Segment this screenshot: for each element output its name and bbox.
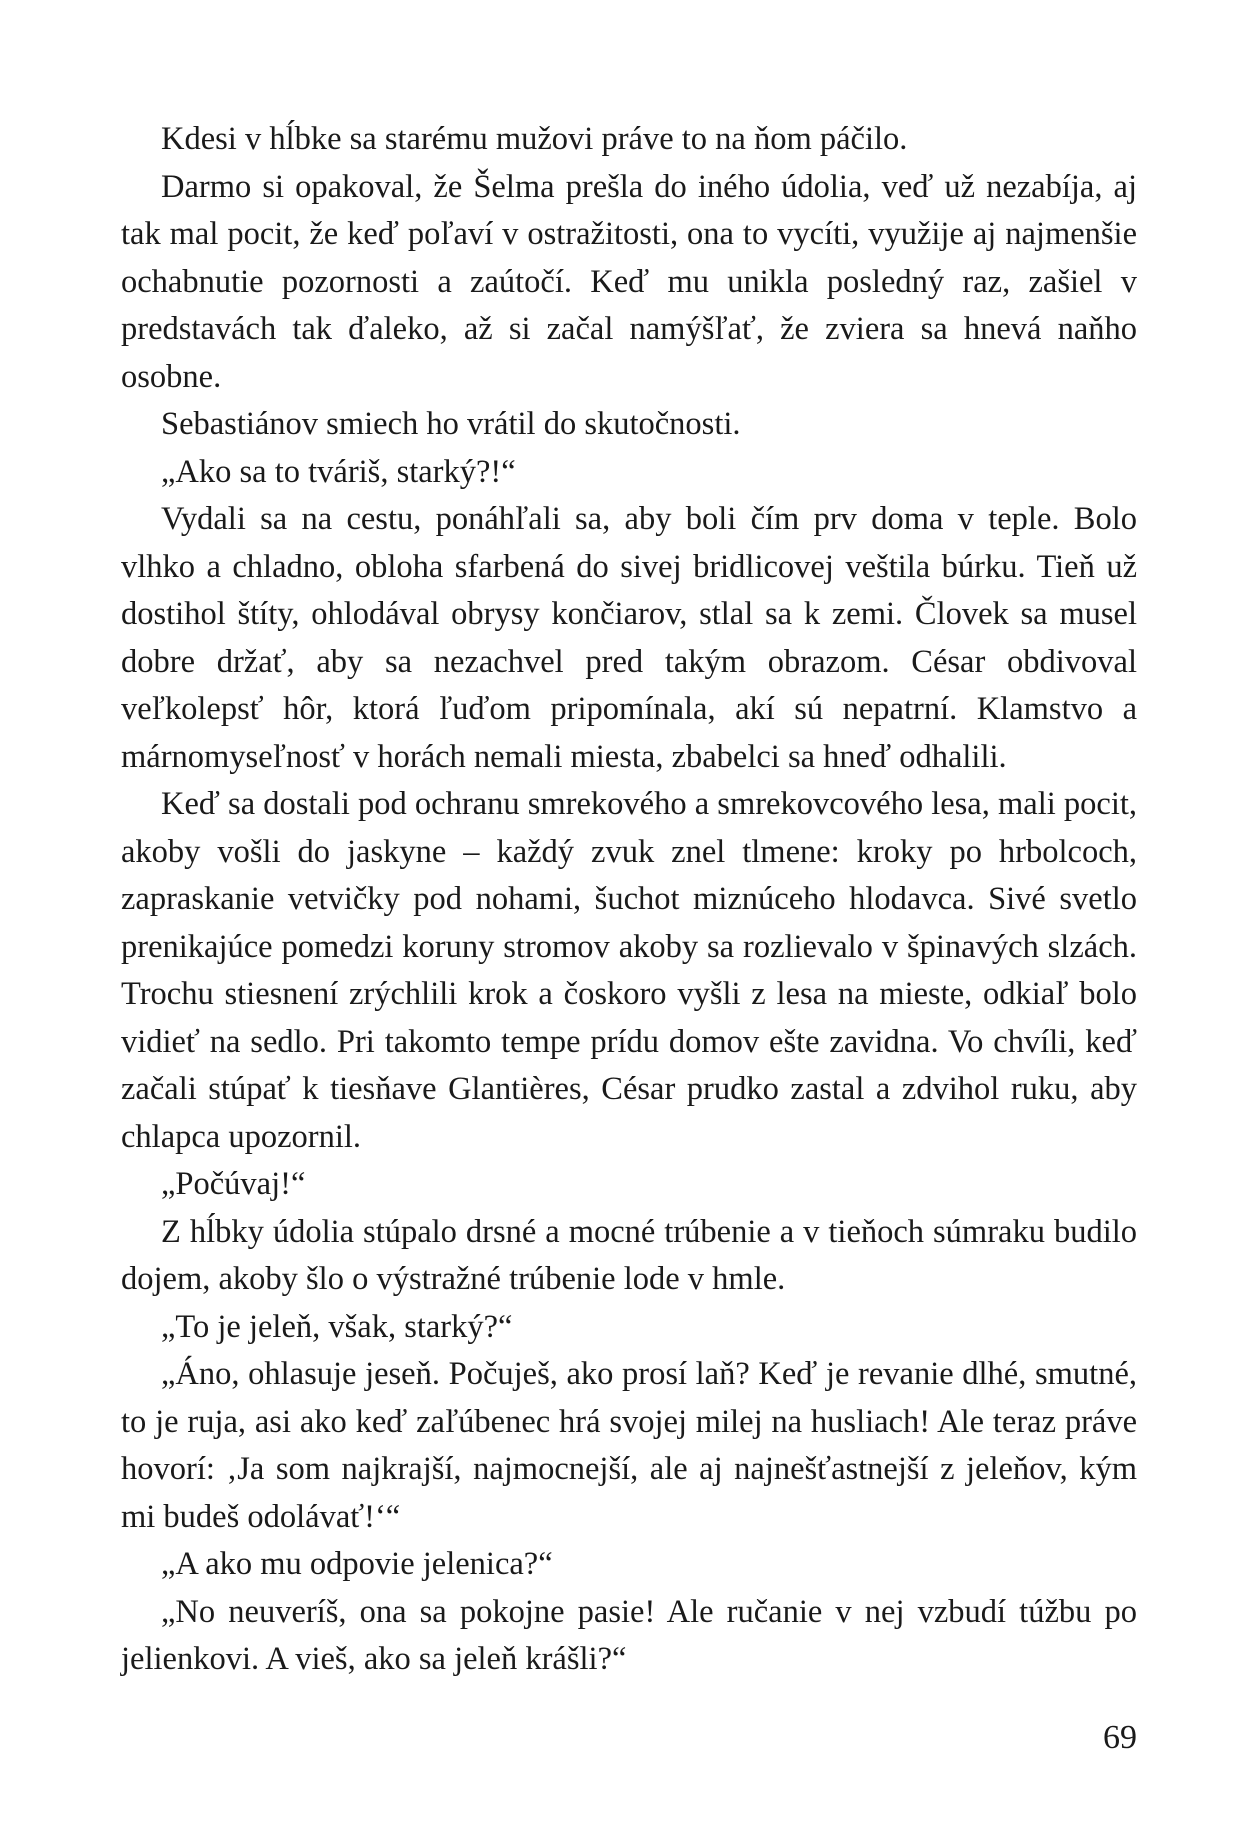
paragraph: Vydali sa na cestu, ponáhľali sa, aby boli čím prv doma v teple. Bolo vlhko a chladno, obloha sfarbená do sivej bridlicovej veštila búrku. Tieň už dostihol štíty, ohlodával obrysy končiarov, stlal sa k zemi. Človek sa musel dobre držať, aby sa nezachvel pred takým obrazom. César obdivoval veľkolepsť hôr, ktorá ľuďom pripomínala, akí sú nepatrní. Klamstvo a márnomyseľnosť v horách nemali miesta, zbabelci sa hneď odhalili. (121, 501, 1137, 775)
book-page-text (121, 116, 1137, 1684)
paragraph: „A ako mu odpovie jelenica?“ (161, 1546, 553, 1582)
paragraph: Sebastiánov smiech ho vrátil do skutočnosti. (161, 406, 741, 442)
paragraph: Keď sa dostali pod ochranu smrekového a smrekovcového lesa, mali pocit, akoby vošli do jaskyne – každý zvuk znel tlmene: kroky po hrbolcoch, zapraskanie vetvičky pod nohami, šuchot miznúceho hlodavca. Sivé svetlo prenikajúce pomedzi koruny stromov akoby sa rozlievalo v špinavých slzách. Trochu stiesnení zrýchlili krok a čoskoro vyšli z lesa na mieste, odkiaľ bolo vidieť na sedlo. Pri takomto tempe prídu domov ešte zavidna. Vo chvíli, keď začali stúpať k tiesňave Glantières, César prudko zastal a zdvihol ruku, aby chlapca upozornil. (121, 786, 1137, 1155)
paragraph: „To je jeleň, však, starký?“ (161, 1308, 513, 1345)
paragraph: „Áno, ohlasuje jeseň. Počuješ, ako prosí laň? Keď je revanie dlhé, smutné, to je ruja, asi ako keď zaľúbenec hrá svojej milej na husliach! Ale teraz práve hovorí: ‚Ja som najkrajší, najmocnejší, ale aj najnešťastnejší z jeleňov, kým mi budeš odolávať!‘“ (121, 1356, 1137, 1535)
paragraph: Kdesi v hĺbke sa starému mužovi práve to na ňom páčilo. (161, 121, 908, 157)
paragraph: „No neuveríš, ona sa pokojne pasie! Ale ručanie v nej vzbudí túžbu po jelienkovi. A vieš, ako sa jeleň krášli?“ (121, 1593, 1137, 1677)
page-number: 69 (1103, 1719, 1137, 1756)
paragraph: Darmo si opakoval, že Šelma prešla do iného údolia, veď už nezabíja, aj tak mal pocit, že keď poľaví v ostražitosti, ona to vycíti, využije aj najmenšie ochabnutie pozornosti a zaútočí. Keď mu unikla posledný raz, zašiel v predstavách tak ďaleko, až si začal namýšľať, že zviera sa hnevá naňho osobne. (121, 168, 1137, 395)
paragraph: „Počúvaj!“ (161, 1166, 306, 1202)
paragraph: Z hĺbky údolia stúpalo drsné a mocné trúbenie a v tieňoch súmraku budilo dojem, akoby šlo o výstražné trúbenie lode v hmle. (121, 1213, 1137, 1297)
paragraph: „Ako sa to tváriš, starký?!“ (161, 453, 516, 490)
